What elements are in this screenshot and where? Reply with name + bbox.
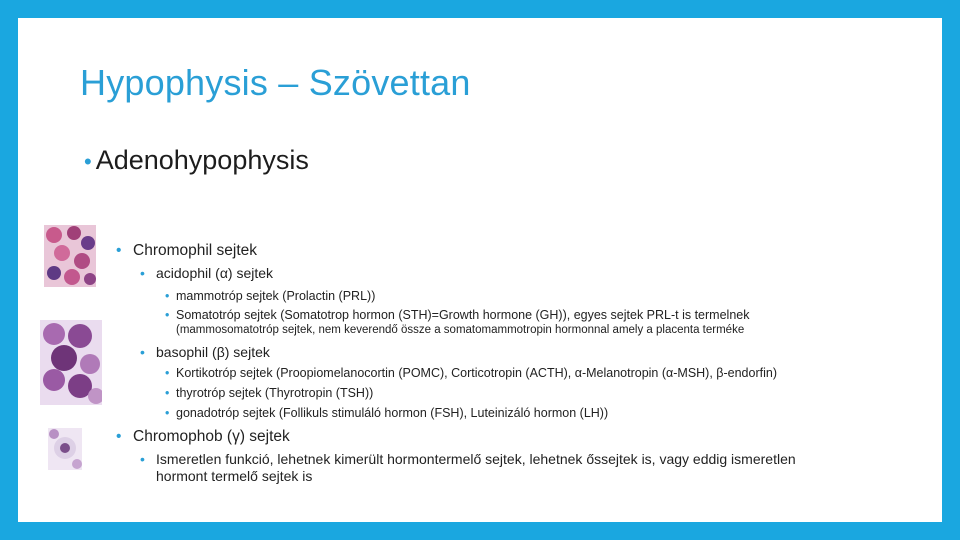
basophil-item: gonadotróp sejtek (Follikuls stimuláló hormon (FSH), Luteinizáló hormon (LH)) (176, 406, 609, 420)
chromophob-cell-image (48, 428, 82, 470)
acidophil-item-note: (mammosomatotróp sejtek, nem keverendő össze a somatomammotropin hormonnal amely a placenta terméke (176, 324, 745, 336)
bullet-icon: • (165, 406, 170, 420)
acidophil-label: acidophil (α) sejtek (156, 265, 274, 281)
bullet-icon: • (165, 308, 170, 322)
basophil-item: thyrotróp sejtek (Thyrotropin (TSH)) (176, 386, 374, 400)
acidophil-cell-image (44, 225, 96, 287)
acidophil-item: Somatotróp sejtek (Somatotrop hormon (STH)=Growth hormone (GH)), egyes sejtek PRL-t is termelnek (176, 308, 750, 322)
basophil-item: Kortikotróp sejtek (Proopiomelanocortin (POMC), Corticotropin (ACTH), α-Melanotropin (α-MSH), β-endorfin) (176, 366, 777, 380)
basophil-label: basophil (β) sejtek (156, 344, 270, 360)
chromophob-label: Chromophob (γ) sejtek (133, 428, 290, 445)
acidophil-item: mammotróp sejtek (Prolactin (PRL)) (176, 289, 376, 303)
bullet-icon: • (165, 386, 170, 400)
basophil-cell-image (40, 320, 102, 405)
heading-adenohypophysis (84, 145, 309, 176)
chromophil-label: Chromophil sejtek (133, 242, 258, 259)
chromophob-desc: Ismeretlen funkció, lehetnek kimerült hormontermelő sejtek, lehetnek őssejtek is, vagy eddig ismeretlen (156, 451, 796, 467)
bullet-icon: • (165, 289, 170, 303)
bullet-icon: • (116, 428, 122, 445)
bullet-icon: • (140, 265, 145, 281)
slide-title: Hypophysis – Szövettan (80, 62, 471, 103)
bullet-icon: • (140, 451, 145, 467)
bullet-icon: • (165, 366, 170, 380)
bullet-icon: • (140, 344, 145, 360)
chromophob-desc-cont: hormont termelő sejtek is (156, 468, 313, 484)
bullet-icon: • (84, 149, 92, 174)
bullet-icon: • (116, 242, 122, 259)
heading-label: Adenohypophysis (95, 145, 309, 175)
